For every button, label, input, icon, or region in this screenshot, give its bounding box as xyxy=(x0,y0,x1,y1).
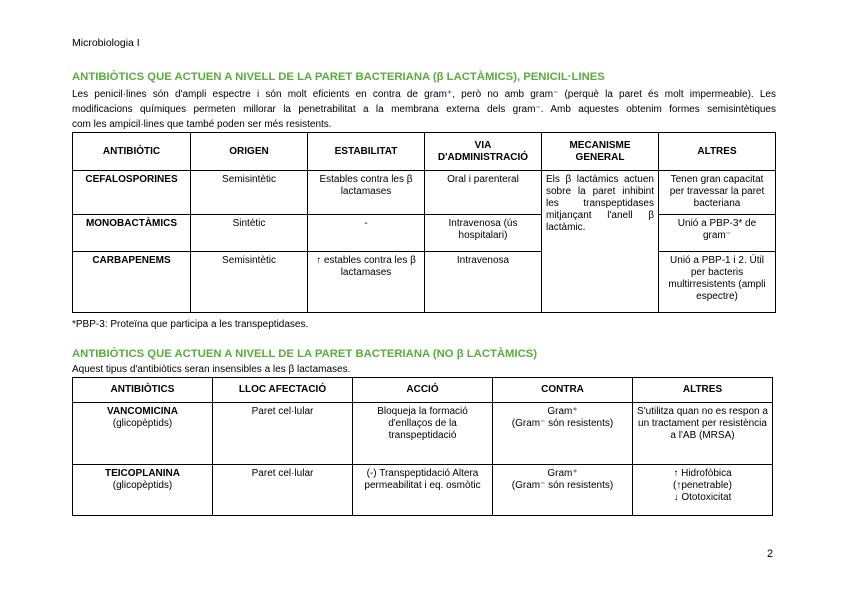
beta-lactam-table xyxy=(72,132,776,313)
table-row xyxy=(73,252,776,313)
column-header: ORIGEN xyxy=(191,133,308,171)
document-header: Microbiologia I xyxy=(72,37,140,49)
footnote: *PBP-3: Proteïna que participa a les transpeptidases. xyxy=(72,319,309,330)
origin-cell: Semisintètic xyxy=(191,171,308,215)
column-header: MECANISME GENERAL xyxy=(542,133,659,171)
section-title-beta-lactams: ANTIBIÒTICS QUE ACTUEN A NIVELL DE LA PARET BACTERIANA (β LACTÀMICS), PENICIL·LINES xyxy=(72,71,605,83)
origin-cell: Semisintètic xyxy=(191,252,308,313)
intro-paragraph xyxy=(72,87,776,132)
other-line: (↑penetrable) xyxy=(673,480,732,491)
column-header: CONTRA xyxy=(493,378,633,403)
column-header: VIA D'ADMINISTRACIÓ xyxy=(425,133,542,171)
antibiotic-name: TEICOPLANINA xyxy=(105,468,180,479)
antibiotic-name: CARBAPENEMS xyxy=(73,252,191,313)
site-cell: Paret cel·lular xyxy=(213,465,353,516)
non-beta-lactam-table xyxy=(72,377,773,516)
table-header-row xyxy=(73,133,776,171)
antibiotic-name: VANCOMICINA xyxy=(107,406,178,417)
other-cell: Unió a PBP-1 i 2. Útil per bacteris multirresistents (ampli espectre) xyxy=(659,252,776,313)
intro-line: com les ampicil·lines que també poden ser més resistents. xyxy=(72,119,332,130)
column-header: ANTIBIÒTICS xyxy=(73,378,213,403)
antibiotic-cell xyxy=(73,465,213,516)
section-title-non-beta-lactams: ANTIBIÒTICS QUE ACTUEN A NIVELL DE LA PARET BACTERIANA (NO β LACTÀMICS) xyxy=(72,348,538,360)
column-header: ESTABILITAT xyxy=(308,133,425,171)
stability-cell: ↑ estables contra les β lactamases xyxy=(308,252,425,313)
table-row xyxy=(73,171,776,215)
antibiotic-name: CEFALOSPORINES xyxy=(73,171,191,215)
other-cell: Unió a PBP-3* de gram⁻ xyxy=(659,215,776,252)
other-line: ↑ Hidrofòbica xyxy=(673,468,732,479)
table-row xyxy=(73,215,776,252)
page-number: 2 xyxy=(767,548,774,560)
route-cell: Oral i parenteral xyxy=(425,171,542,215)
antibiotic-class: (glicopèptids) xyxy=(112,480,173,491)
against-primary: Gram⁺ xyxy=(547,468,578,479)
antibiotic-class: (glicopèptids) xyxy=(112,418,173,429)
table-header-row xyxy=(73,378,773,403)
column-header: ACCIÓ xyxy=(353,378,493,403)
against-cell xyxy=(493,465,633,516)
stability-cell: - xyxy=(308,215,425,252)
action-cell: (-) Transpeptidació Altera permeabilitat i eq. osmòtic xyxy=(353,465,493,516)
against-primary: Gram⁺ xyxy=(547,406,578,417)
against-note: (Gram⁻ són resistents) xyxy=(511,480,614,491)
against-cell xyxy=(493,403,633,465)
against-note: (Gram⁻ són resistents) xyxy=(511,418,614,429)
intro-line: modificacions químiques permeten millorar la penetrabilitat a la membrana externa dels gram⁻. Amb aquestes obtenim formes semisintètiques xyxy=(72,104,776,115)
column-header: LLOC AFECTACIÓ xyxy=(213,378,353,403)
section2-paragraph: Aquest tipus d'antibiòtics seran insensibles a les β lactamases. xyxy=(72,364,351,375)
column-header: ALTRES xyxy=(633,378,773,403)
stability-cell: Estables contra les β lactamases xyxy=(308,171,425,215)
other-cell: S'utilitza quan no es respon a un tractament per resistència a l'AB (MRSA) xyxy=(633,403,773,465)
site-cell: Paret cel·lular xyxy=(213,403,353,465)
origin-cell: Sintètic xyxy=(191,215,308,252)
other-line: ↓ Ototoxicitat xyxy=(673,492,732,503)
mechanism-cell: Els β lactàmics actuen sobre la paret inhibint les transpeptidases mitjançant l'anell β lactàmic. xyxy=(542,171,659,313)
other-cell xyxy=(633,465,773,516)
route-cell: Intravenosa xyxy=(425,252,542,313)
column-header: ANTIBIÒTIC xyxy=(73,133,191,171)
column-header: ALTRES xyxy=(659,133,776,171)
route-cell: Intravenosa (ús hospitalari) xyxy=(425,215,542,252)
action-cell: Bloqueja la formació d'enllaços de la transpeptidació xyxy=(353,403,493,465)
intro-line: Les penicil·lines són d'ampli espectre i són molt eficients en contra de gram⁺, però no amb gram⁻ (perquè la paret és molt impermeable). Les xyxy=(72,89,776,100)
table-row xyxy=(73,465,773,516)
table-row xyxy=(73,403,773,465)
antibiotic-name: MONOBACTÀMICS xyxy=(73,215,191,252)
antibiotic-cell xyxy=(73,403,213,465)
other-cell: Tenen gran capacitat per travessar la paret bacteriana xyxy=(659,171,776,215)
